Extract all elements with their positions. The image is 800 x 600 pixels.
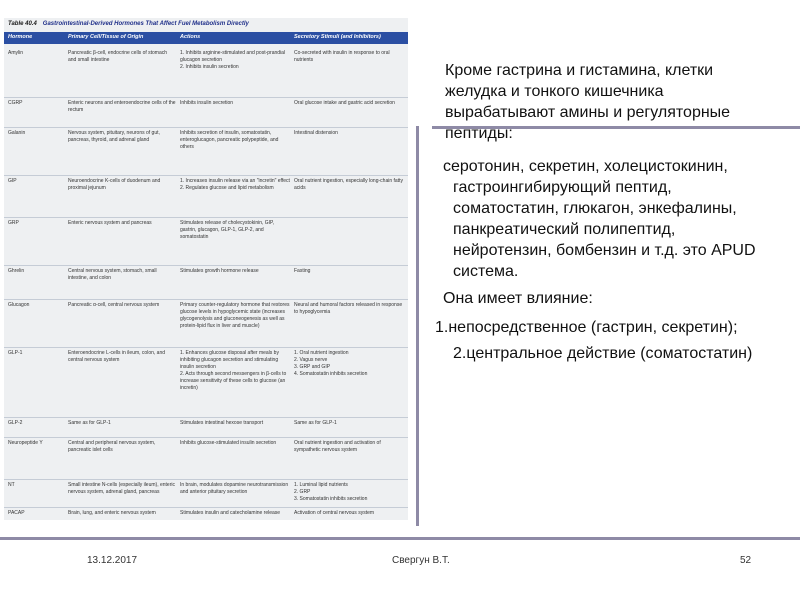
table-cell-stimuli: Neural and humoral factors released in response to hypoglycemia [294, 302, 403, 315]
table-cell-stimuli: Fasting [294, 268, 311, 274]
decorative-bar-bottom [0, 537, 800, 540]
table-cell-origin: Neuroendocrine K-cells of duodenum and proximal jejunum [68, 178, 161, 191]
table-cell-origin: Enteric neurons and enteroendocrine cells of the rectum [68, 100, 176, 113]
table-row [4, 418, 408, 438]
table-cell-stimuli: Same as for GLP-1 [294, 420, 337, 426]
table-cell-hormone: GLP-2 [8, 420, 23, 426]
table-cell-origin: Same as for GLP-1 [68, 420, 111, 426]
intro-paragraph: Кроме гастрина и гистамина, клетки желудка и тонкого кишечника вырабатывают амины и регуляторные пептиды: [445, 62, 731, 142]
table-cell-actions: Stimulates intestinal hexose transport [180, 420, 264, 426]
table-row [4, 218, 408, 266]
table-cell-origin: Pancreatic α-cell, central nervous system [68, 302, 160, 308]
table-cell-hormone: NT [8, 482, 15, 488]
table-cell-origin: Enteric nervous system and pancreas [68, 220, 152, 226]
footer-page-number: 52 [740, 555, 752, 566]
table-cell-origin: Nervous system, pituitary, neurons of gut, pancreas, thyroid, and adrenal gland [68, 130, 160, 143]
table-cell-hormone: Neuropeptide Y [8, 440, 43, 446]
table-cell-stimuli: Oral nutrient ingestion, especially long-chain fatty acids [294, 178, 403, 191]
table-number: Table 40.4 [8, 21, 37, 27]
table-cell-hormone: GLP-1 [8, 350, 23, 356]
table-row [4, 266, 408, 300]
table-row [4, 480, 408, 508]
table-cell-actions: Stimulates insulin and catecholamine release [180, 510, 281, 516]
table-cell-actions: Primary counter-regulatory hormone that restores glucose levels in hypoglycemic state (increases glycogenolysis and gluconeogenesis as well as protein-lipid flux in liver and muscle) [180, 302, 290, 329]
footer-date: 13.12.2017 [87, 555, 138, 566]
table-cell-hormone: PACAP [8, 510, 25, 516]
table-cell-actions: 1. Inhibits arginine-stimulated and post-prandial glucagon secretion 2. Inhibits insulin secretion [180, 50, 286, 70]
table-cell-actions: Inhibits glucose-stimulated insulin secretion [180, 440, 277, 446]
table-row [4, 508, 408, 520]
peptide-list-paragraph: серотонин, секретин, холецистокинин, гастроингибирующий пептид, соматостатин, глюкагон, энкефалины, панкреатический полипептид, нейротензин, бомбензин и т.д. это APUD система. [443, 158, 756, 280]
table-header-origin: Primary Cell/Tissue of Origin [68, 34, 144, 40]
influence-heading: Она имеет влияние: [443, 290, 593, 307]
hormone-table-image [4, 18, 408, 520]
table-row [4, 300, 408, 348]
table-cell-actions: 1. Enhances glucose disposal after meals by inhibiting glucagon secretion and stimulating insulin secretion 2. Acts through second messengers in β-cells to increase sensitivity of these cells to glucose (an incretin) [180, 350, 287, 391]
table-cell-hormone: GIP [8, 178, 17, 184]
table-cell-actions: Stimulates release of cholecystokinin, GIP, gastrin, glucagon, GLP-1, GLP-2, and somatostatin [180, 220, 275, 240]
slide-body [425, 60, 770, 367]
table-header-actions: Actions [180, 34, 201, 40]
table-cell-actions: Inhibits secretion of insulin, somatostatin, enteroglucagon, pancreatic polypeptide, and others [180, 130, 279, 150]
table-cell-actions: 1. Increases insulin release via an "incretin" effect 2. Regulates glucose and lipid metabolism [180, 178, 290, 191]
table-cell-actions: Stimulates growth hormone release [180, 268, 259, 274]
table-cell-stimuli: Activation of central nervous system [294, 510, 375, 516]
table-cell-hormone: CGRP [8, 100, 23, 106]
table-cell-stimuli: 1. Oral nutrient ingestion 2. Vagus nerve 3. GRP and GIP 4. Somatostatin inhibits secretion [294, 350, 368, 377]
table-cell-origin: Pancreatic β-cell, endocrine cells of stomach and small intestine [68, 50, 168, 63]
table-cell-origin: Enteroendocrine L-cells in ileum, colon, and central nervous system [68, 350, 165, 363]
table-cell-hormone: Ghrelin [8, 268, 25, 274]
table-cell-origin: Small intestine N-cells (especially ileum), enteric nervous system, adrenal gland, pancreas [68, 482, 175, 495]
table-cell-origin: Brain, lung, and enteric nervous system [68, 510, 156, 516]
influence-types-paragraph: 1.непосредственное (гастрин, секретин); 2.центральное действие (соматостатин) [435, 319, 753, 362]
table-cell-hormone: Glucagon [8, 302, 30, 308]
table-cell-hormone: Amylin [8, 50, 24, 56]
table-cell-stimuli: Intestinal distension [294, 130, 338, 136]
table-header-stimuli: Secretory Stimuli (and Inhibitors) [294, 34, 381, 40]
decorative-bar-left [416, 126, 419, 526]
table-cell-actions: Inhibits insulin secretion [180, 100, 234, 106]
table-cell-origin: Central nervous system, stomach, small intestine, and colon [68, 268, 157, 281]
table-row [4, 98, 408, 128]
table-cell-actions: In brain, modulates dopamine neurotransmission and anterior pituitary secretion [180, 482, 289, 495]
footer-author: Свергун В.Т. [392, 555, 450, 566]
table-header-row [4, 32, 408, 44]
table-row [4, 128, 408, 176]
table-caption [8, 21, 249, 27]
table-cell-stimuli: Oral glucose intake and gastric acid secretion [294, 100, 395, 106]
table-row [4, 48, 408, 98]
table-cell-stimuli: Oral nutrient ingestion and activation of sympathetic nervous system [294, 440, 381, 453]
table-cell-origin: Central and peripheral nervous system, pancreatic islet cells [68, 440, 156, 453]
table-title: Gastrointestinal-Derived Hormones That Affect Fuel Metabolism Directly [42, 21, 249, 27]
table-cell-stimuli: 1. Luminal lipid nutrients 2. GRP 3. Somatostatin inhibits secretion [294, 482, 368, 502]
table-row [4, 438, 408, 480]
table-cell-hormone: GRP [8, 220, 19, 226]
table-header-hormone: Hormone [8, 34, 33, 40]
table-row [4, 348, 408, 418]
table-cell-hormone: Galanin [8, 130, 26, 136]
table-row [4, 176, 408, 218]
table-cell-stimuli: Co-secreted with insulin in response to oral nutrients [294, 50, 390, 63]
